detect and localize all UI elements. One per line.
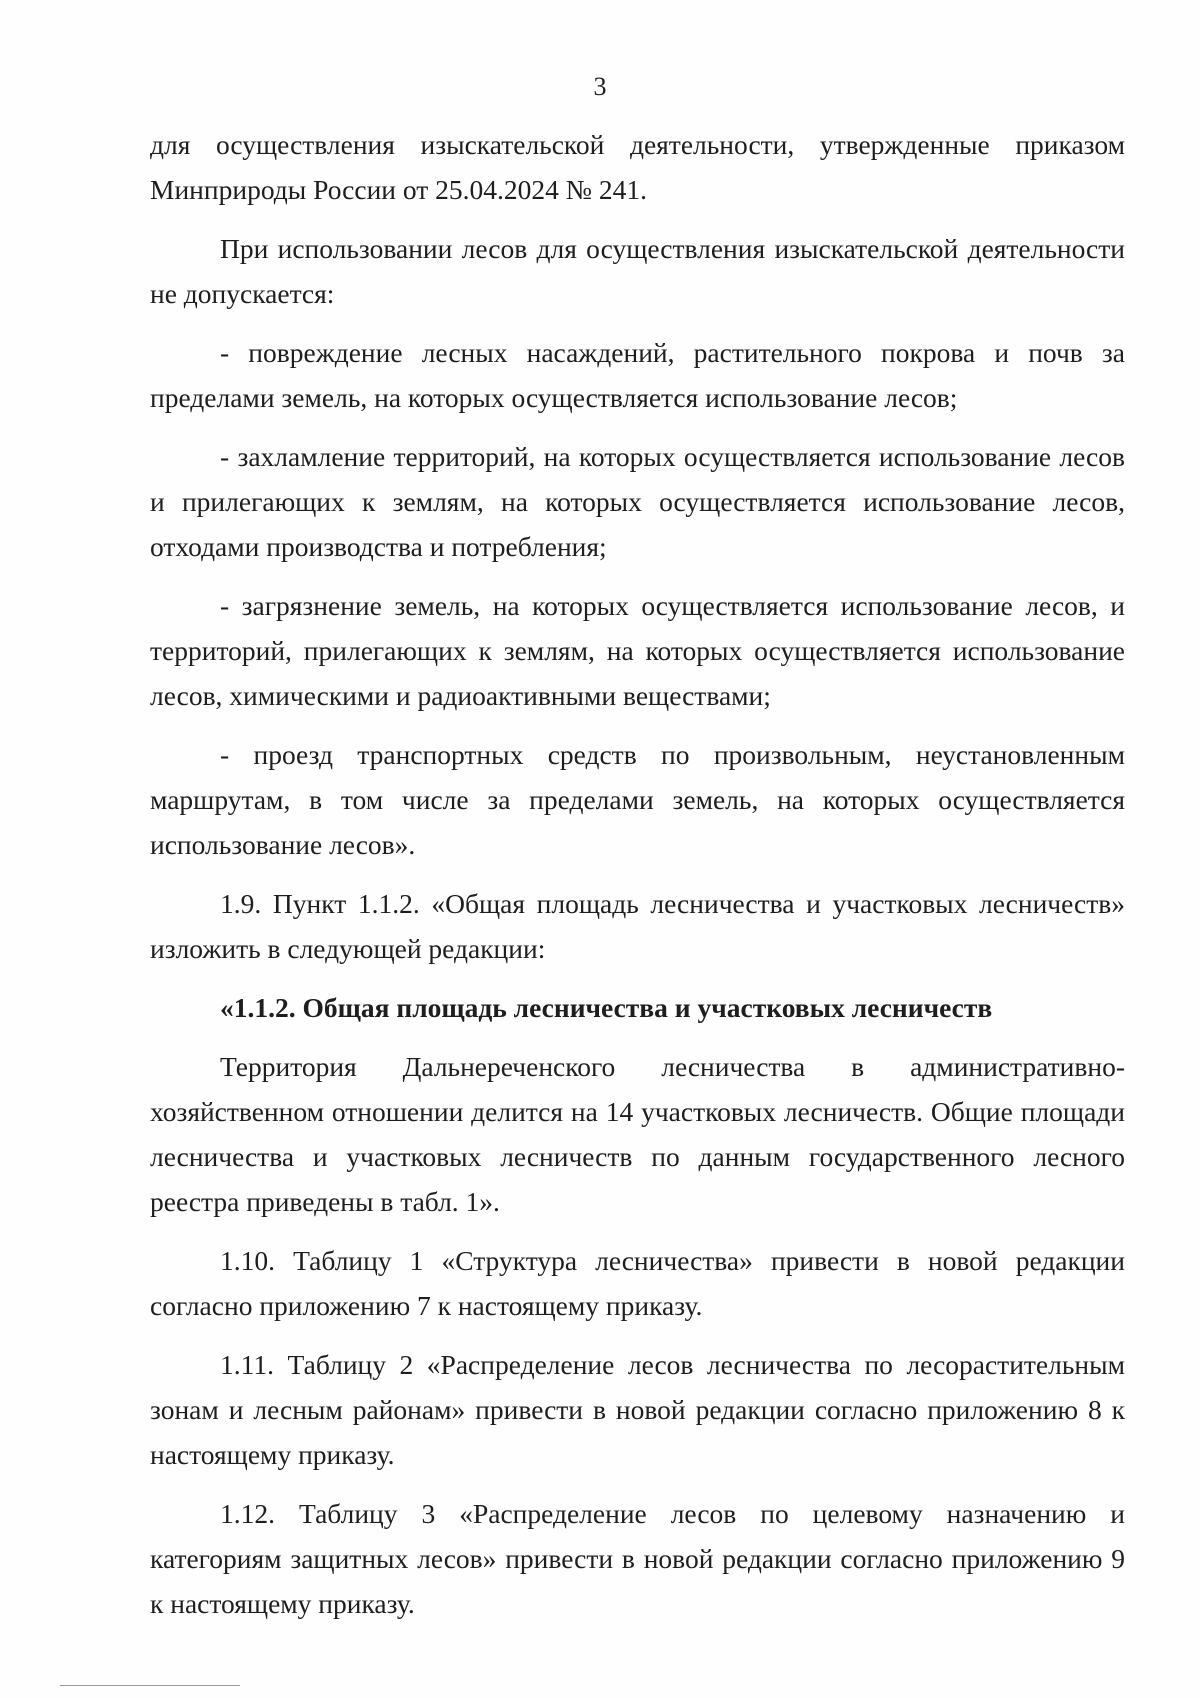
list-item-pollution: - загрязнение земель, на которых осуществляется использование лесов, и территорий, прилегающих к землям, на которых осуществляется использование лесов, химическими и радиоактивными веществами;: [150, 590, 1125, 711]
paragraph-territory: Территория Дальнереченского лесничества в административно-хозяйственном отношении делится на 14 участковых лесничеств. Общие площади лесничества и участковых лесничеств по данным государственного лесного реестра приведены в табл. 1».: [150, 1051, 1125, 1217]
section-heading-1-1-2: «1.1.2. Общая площадь лесничества и участковых лесничеств: [220, 992, 993, 1023]
paragraph-prohibitions-intro: При использовании лесов для осуществления изыскательской деятельности не допускается:: [150, 233, 1125, 309]
document-body: [150, 122, 1125, 1640]
paragraph-1-11: 1.11. Таблицу 2 «Распределение лесов лесничества по лесорастительным зонам и лесным районам» привести в новой редакции согласно приложению 8 к настоящему приказу.: [150, 1349, 1125, 1470]
list-item-vehicles: - проезд транспортных средств по произвольным, неустановленным маршрутам, в том числе за пределами земель, на которых осуществляется использование лесов».: [150, 739, 1125, 860]
page-number: 3: [593, 72, 607, 101]
paragraph-1-10: 1.10. Таблицу 1 «Структура лесничества» привести в новой редакции согласно приложению 7 к настоящему приказу.: [150, 1245, 1125, 1321]
list-item-damage: - повреждение лесных насаждений, растительного покрова и почв за пределами земель, на которых осуществляется использование лесов;: [150, 337, 1125, 413]
list-item-littering: - захламление территорий, на которых осуществляется использование лесов и прилегающих к землям, на которых осуществляется использование лесов, отходами производства и потребления;: [150, 441, 1125, 562]
paragraph-1-9: 1.9. Пункт 1.1.2. «Общая площадь лесничества и участковых лесничеств» изложить в следующей редакции:: [150, 888, 1125, 964]
footer-divider: [60, 1685, 240, 1686]
paragraph-continuation: для осуществления изыскательской деятельности, утвержденные приказом Минприроды России от 25.04.2024 № 241.: [150, 129, 1125, 205]
paragraph-1-12: 1.12. Таблицу 3 «Распределение лесов по целевому назначению и категориям защитных лесов» привести в новой редакции согласно приложению 9 к настоящему приказу.: [150, 1498, 1125, 1619]
